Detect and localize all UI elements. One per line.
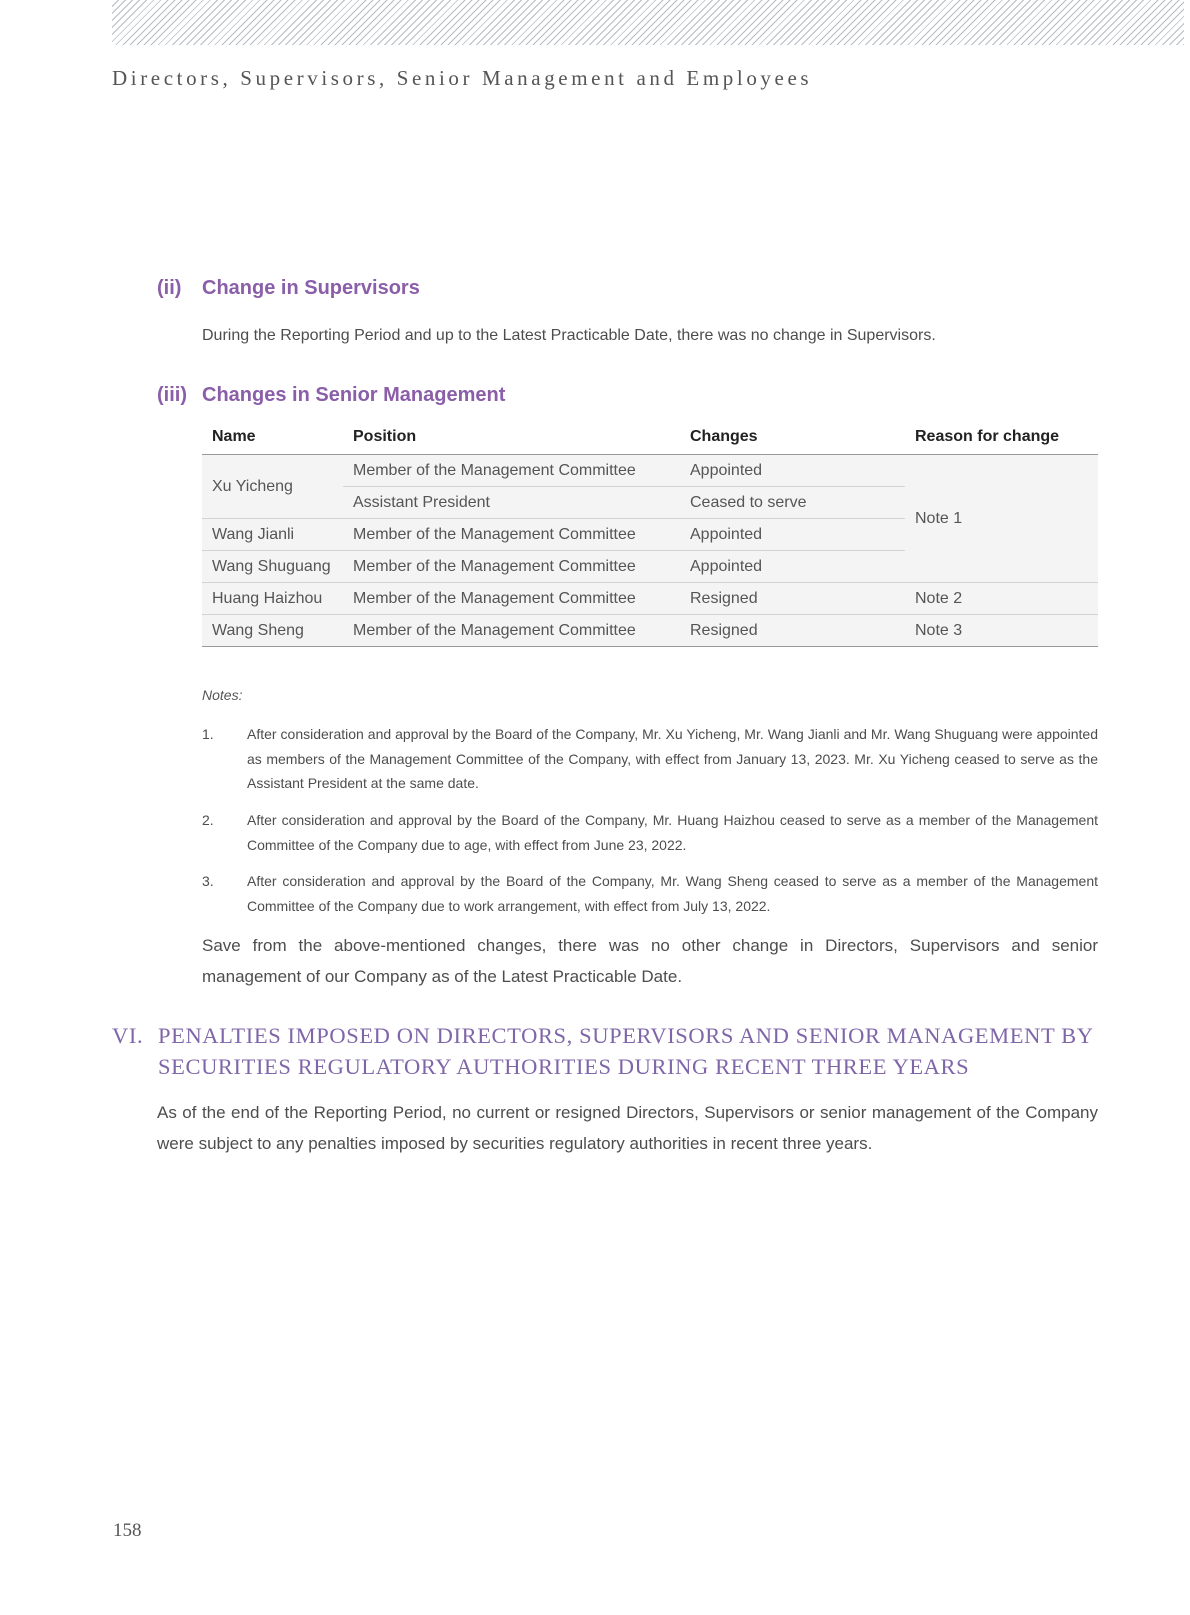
note-text: After consideration and approval by the Board of the Company, Mr. Huang Haizhou ceased to serve as a member of the Management Committee of the Company due to age, with effect from June 23, 2022. (247, 812, 1098, 853)
running-title: Directors, Supervisors, Senior Management and Employees (112, 66, 813, 90)
cell-reason: Note 1 (905, 455, 1098, 583)
note-text: After consideration and approval by the Board of the Company, Mr. Wang Sheng ceased to serve as a member of the Management Committee of the Company due to work arrangement, with effect from July 13, 2022. (247, 873, 1098, 914)
note-item-3 (202, 869, 1098, 918)
note-number: 3. (202, 873, 214, 889)
cell-position: Assistant President (343, 487, 680, 519)
cell-change: Resigned (680, 615, 905, 647)
section-ii-title: Change in Supervisors (202, 277, 420, 299)
col-header-position: Position (343, 420, 680, 455)
section-iii-number: (iii) (157, 384, 187, 406)
table-row (202, 455, 1098, 487)
section-iii-title: Changes in Senior Management (202, 384, 506, 406)
cell-position: Member of the Management Committee (343, 583, 680, 615)
closing-paragraph: Save from the above-mentioned changes, there was no other change in Directors, Supervisors and senior management of our Company as of the Latest Practicable Date. (202, 936, 1098, 986)
cell-name: Wang Jianli (202, 519, 343, 551)
section-vi-body: As of the end of the Reporting Period, no current or resigned Directors, Supervisors or senior management of the Company were subject to any penalties imposed by securities regulatory authorities in recent three years. (157, 1103, 1098, 1153)
cell-name: Huang Haizhou (202, 583, 343, 615)
page-number: 158 (113, 1520, 142, 1541)
section-vi-number: VI. (112, 1023, 144, 1048)
cell-name: Wang Shuguang (202, 551, 343, 583)
note-number: 1. (202, 726, 214, 742)
cell-change: Appointed (680, 455, 905, 487)
note-item-1 (202, 722, 1098, 796)
table-row (202, 583, 1098, 615)
section-iii-heading (157, 384, 505, 407)
table-row (202, 615, 1098, 647)
senior-management-changes-table (202, 420, 1098, 647)
table-header-row (202, 420, 1098, 455)
cell-name: Wang Sheng (202, 615, 343, 647)
cell-name: Xu Yicheng (202, 455, 343, 519)
cell-position: Member of the Management Committee (343, 551, 680, 583)
cell-position: Member of the Management Committee (343, 519, 680, 551)
col-header-changes: Changes (680, 420, 905, 455)
section-ii-body: During the Reporting Period and up to the Latest Practicable Date, there was no change in Supervisors. (202, 327, 936, 344)
col-header-name: Name (202, 420, 343, 455)
cell-reason: Note 3 (905, 615, 1098, 647)
section-ii-heading (157, 277, 420, 300)
cell-position: Member of the Management Committee (343, 615, 680, 647)
cell-change: Appointed (680, 519, 905, 551)
notes-label: Notes: (202, 687, 243, 703)
cell-change: Ceased to serve (680, 487, 905, 519)
cell-change: Resigned (680, 583, 905, 615)
cell-reason: Note 2 (905, 583, 1098, 615)
cell-position: Member of the Management Committee (343, 455, 680, 487)
note-item-2 (202, 808, 1098, 857)
header-hatch-band (112, 0, 1184, 45)
note-number: 2. (202, 812, 214, 828)
col-header-reason: Reason for change (905, 420, 1098, 455)
cell-change: Appointed (680, 551, 905, 583)
section-ii-number: (ii) (157, 277, 182, 299)
section-vi-title: PENALTIES IMPOSED ON DIRECTORS, SUPERVISORS AND SENIOR MANAGEMENT BY SECURITIES REGULATORY AUTHORITIES DURING RECENT THREE YEARS (158, 1023, 1093, 1079)
section-vi-heading (112, 1020, 1102, 1082)
note-text: After consideration and approval by the Board of the Company, Mr. Xu Yicheng, Mr. Wang Jianli and Mr. Wang Shuguang were appointed as members of the Management Committee of the Company, with effect from January 13, 2023. Mr. Xu Yicheng ceased to serve as the Assistant President at the same date. (247, 726, 1098, 791)
